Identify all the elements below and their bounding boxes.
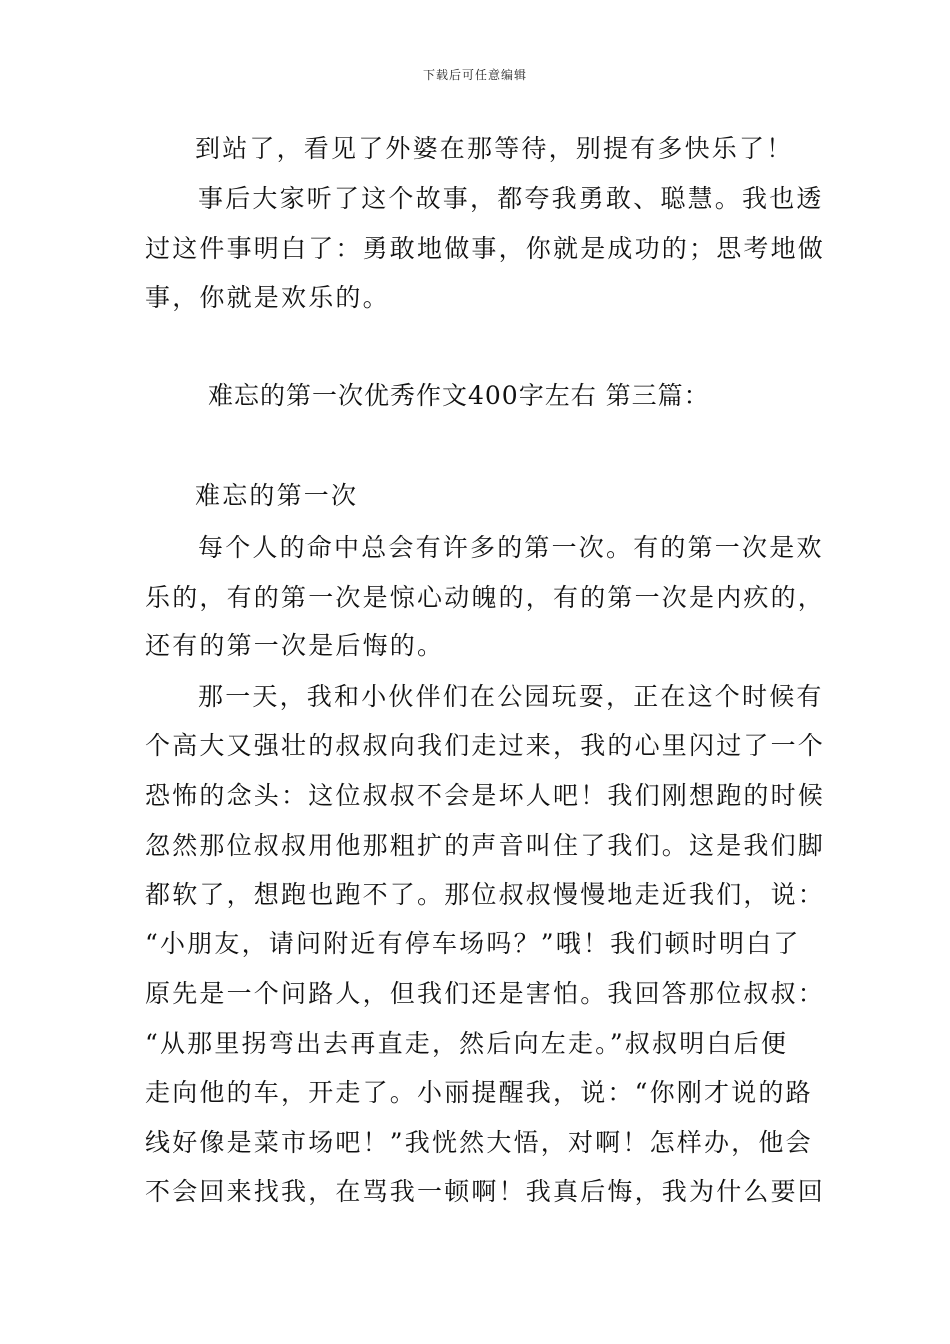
paragraph-line: 事后大家听了这个故事，都夸我勇敢、聪慧。我也透 <box>198 184 824 213</box>
paragraph-line: 恐怖的念头：这位叔叔不会是坏人吧！我们刚想跑的时候 <box>145 781 826 810</box>
paragraph-line: 不会回来找我，在骂我一顿啊！我真后悔，我为什么要回 <box>145 1177 826 1206</box>
paragraph-line: 走向他的车，开走了。小丽提醒我，说：“你刚才说的路 <box>145 1078 813 1107</box>
page-header: 下载后可任意编辑 <box>422 68 527 82</box>
paragraph-line: 每个人的命中总会有许多的第一次。有的第一次是欢 <box>198 533 824 562</box>
paragraph-line: 线好像是菜市场吧！”我恍然大悟，对啊！怎样办，他会 <box>145 1128 813 1157</box>
paragraph-line: 乐的，有的第一次是惊心动魄的，有的第一次是内疚的， <box>145 583 826 612</box>
section-title: 难忘的第一次优秀作文400字左右 第三篇： <box>208 381 710 410</box>
paragraph-line: “从那里拐弯出去再直走，然后向左走。”叔叔明白后便 <box>145 1029 789 1058</box>
paragraph-line: 还有的第一次是后悔的。 <box>145 631 445 660</box>
essay-title: 难忘的第一次 <box>195 481 359 510</box>
paragraph-line: 个高大又强壮的叔叔向我们走过来，我的心里闪过了一个 <box>145 731 826 760</box>
paragraph-line: 过这件事明白了：勇敢地做事，你就是成功的；思考地做 <box>145 234 826 263</box>
paragraph-line: 忽然那位叔叔用他那粗扩的声音叫住了我们。这是我们脚 <box>145 831 826 860</box>
paragraph-line: 那一天，我和小伙伴们在公园玩耍，正在这个时候有 <box>198 682 824 711</box>
paragraph-line: “小朋友，请问附近有停车场吗？”哦！我们顿时明白了 <box>145 929 801 958</box>
paragraph-line: 事，你就是欢乐的。 <box>145 283 390 312</box>
paragraph-line: 都软了，想跑也跑不了。那位叔叔慢慢地走近我们，说： <box>145 880 826 909</box>
paragraph-line: 原先是一个问路人，但我们还是害怕。我回答那位叔叔： <box>145 979 826 1008</box>
paragraph-line: 到站了，看见了外婆在那等待，别提有多快乐了！ <box>195 134 794 163</box>
